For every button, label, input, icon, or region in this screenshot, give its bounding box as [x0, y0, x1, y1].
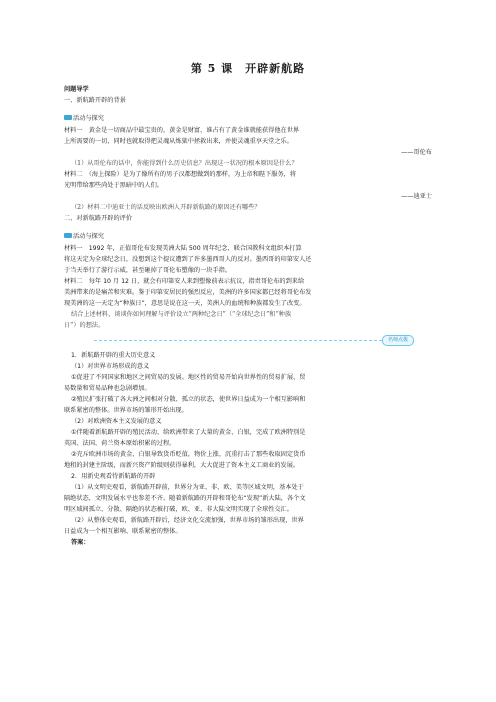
tips-divider	[64, 334, 432, 346]
answer-label: 答案：	[71, 539, 90, 546]
material1-line: 上所需要的一切，同时也就取得把灵魂从炼狱中拯救出来，并使灵魂重享天堂之乐。	[64, 138, 293, 145]
analysis1-subheading: （1）对世界市场形成的意义	[71, 363, 150, 370]
material3-line: 于当天举行了游行示威，甚至砸掉了哥伦布塑像的一块手指。	[64, 267, 232, 274]
question3-line: 结合上述材料，谈谈你如何理解与评价设立“两种纪念日”（“全球纪念日”和“种族	[71, 311, 292, 318]
material3-line: 将这天定为全球纪念日，没想到这个提议遭到了许多墨西哥人的反对。墨西哥的印第安人还	[64, 256, 312, 263]
material3-line: 材料一 1992 年，正值哥伦布发现美洲大陆 500 周年纪念，联合国教科文组织本打算	[64, 245, 302, 252]
activity-marker-icon	[64, 115, 72, 120]
question3-line: 日”）的想法。	[64, 322, 105, 329]
activity-label: 活动与探究	[73, 115, 104, 122]
analysis-paragraph-line: ②充斥欧洲市场的黄金、白银导致货币贬值，物价上涨，沉重打击了那些收取固定货币	[71, 451, 306, 458]
analysis-paragraph-line: 易数量和贸易品种也急剧增加。	[64, 385, 151, 392]
material4-line: 现美洲的这一天定为“种族日”，意思是说在这一天，美洲人的血统和种族都发生了改变。	[64, 300, 306, 307]
analysis-paragraph-line: 隔绝状态，文明发展水平也参差不齐。随着新航路的开辟和哥伦布“发现”新大陆，各个文	[64, 495, 306, 502]
activity-tag-2	[64, 231, 104, 242]
analysis1-subheading: （2）对欧洲资本主义发展的意义	[71, 418, 162, 425]
section2-heading: 二、对新航路开辟的评价	[64, 215, 133, 222]
analysis1-heading: 1．新航路开辟的重大历史意义	[71, 352, 156, 359]
analysis-paragraph-line: 联系紧密的整体。世界市场的雏形开始出现。	[64, 407, 188, 414]
analysis-paragraph-line: 日益成为一个相互影响、联系紧密的整体。	[64, 528, 182, 535]
analysis-paragraph-line: 明区域间孤立、分散、隔绝的状态被打破，欧、亚、非大陆文明实现了全球性交汇。	[64, 506, 293, 513]
analysis-paragraph-line: 地租的封建主阶级，而新兴资产阶级则获得暴利，大大促进了资本主义工商业的发展。	[64, 462, 300, 469]
activity-marker-icon	[64, 233, 72, 238]
guide-heading: 问题导学	[64, 86, 89, 93]
analysis-paragraph-line: （1）从文明史观看，新航路开辟前，世界分为亚、非、欧、美等区域文明，基本处于	[71, 484, 304, 491]
analysis-paragraph-line: ②殖民扩张打破了各大洲之间相对分散、孤立的状态，使世界日益成为一个相互影响和	[71, 396, 306, 403]
analysis-paragraph-line: ①促进了不同国家和地区之间贸易的发展。地区性的贸易开始向世界性的贸易扩展，贸	[71, 374, 306, 381]
question2: （2）材料二中迪亚士的话反映出欧洲人开辟新航路的原因还有哪些？	[71, 204, 261, 211]
tips-badge: 名师点拨	[382, 335, 414, 346]
material2-line: 材料二 （海上探险）是为了像所有的男子汉都想做到的那样，为上帝和陛下服务，将	[64, 171, 297, 178]
activity-tag-1	[64, 113, 104, 124]
activity-label: 活动与探究	[73, 233, 104, 240]
material2-source: ——迪亚士	[401, 193, 432, 200]
dashed-divider	[94, 340, 392, 341]
material4-line: 美洲带来的是痛苦和灾难。鉴于印第安居民的强烈反应，美洲的许多国家都已经将哥伦布发	[64, 289, 312, 296]
material1-source: ——哥伦布	[401, 149, 432, 156]
material2-line: 光明带给那些尚处于黑暗中的人们。	[64, 182, 163, 189]
analysis2-heading: 2．用新史观看待新航路的开辟	[71, 473, 156, 480]
lesson-title: 第 5 课 开辟新航路	[190, 62, 306, 75]
analysis-paragraph-line: ①伴随着新航路开辟的殖民活动，给欧洲带来了大量的黄金、白银，完成了欧洲特别是	[71, 429, 306, 436]
material4-line: 材料二 每年 10 月 12 日，就会有印第安人来到塑像前表示抗议，指责哥伦布的到来给	[64, 278, 305, 285]
analysis-paragraph-line: （2）从整体史观看，新航路开辟后，经济文化交流加强，世界市场的雏形出现，世界	[71, 517, 304, 524]
question1: （1）从哥伦布的话中，你能得到什么历史信息？出现这一状况的根本原因是什么？	[71, 160, 298, 167]
analysis-paragraph-line: 英国、法国、荷兰资本原始积累的过程。	[64, 440, 176, 447]
material1-line: 材料一 黄金是一切商品中最宝贵的，黄金是财富，谁占有了黄金谁就能获得他在世界	[64, 127, 300, 134]
section1-heading: 一、新航路开辟的背景	[64, 97, 126, 104]
